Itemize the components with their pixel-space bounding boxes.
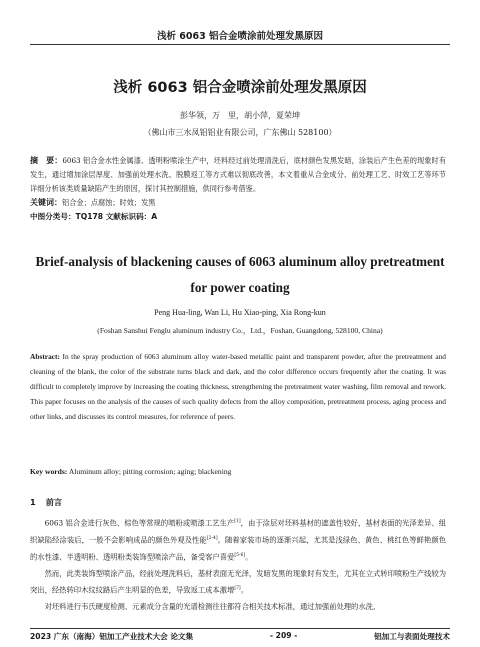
chinese-abstract-text: 6063 铝合金水性金属漆、透明粉喷涂生产中，坯料经过前处理清洗后，底材颜色发黑发暗，涂装后产生色差的现象时有发生，通过增加涂层厚度、加强前处理水洗、脱膜返工等方式难以彻底改善，本文着重从合金成分、前处理工艺、时效工艺等环节详细分析该类质量缺陷产生的原因，探讨其控制措施，供同行参考借鉴。 [30, 156, 447, 193]
english-abstract-text: In the spray production of 6063 aluminum alloy water-based metallic paint and transparent powder, after the pretreatment and cleaning of the blank, the color of the substrate turns black and dark, and the color difference occurs frequently after the coating. It was difficult to completely improve by increasing the coating thickness, strengthening the pretreatment water washing, film removal and rework. This paper focuses on the analysis of the causes of such quality defects from the alloy composition, pretreatment process, aging process and other links, and discusses its control measures, for reference of peers. [30, 352, 446, 421]
chinese-title: 浅析 6063 铝合金喷涂前处理发黑原因 [113, 80, 367, 96]
chinese-keywords-text: 铝合金；点腐蚀；时效；发黑 [62, 198, 156, 207]
footer-rule [30, 628, 450, 629]
citation: [1] [234, 519, 241, 524]
english-abstract [30, 350, 446, 425]
footer-journal: 铝加工与表面处理技术 [374, 632, 450, 641]
chinese-affiliation: （佛山市三水凤铝铝业有限公司，广东佛山 528100） [143, 128, 337, 137]
citation: [7] [234, 586, 241, 592]
english-title-line-2: for power coating [190, 280, 290, 295]
body-text-span: 。 [245, 552, 253, 562]
english-title-line-1: Brief-analysis of blackening causes of 6063 aluminum alloy pretreatment [35, 254, 445, 269]
chinese-keywords [30, 197, 446, 208]
english-title [22, 249, 458, 301]
chinese-abstract-label: 摘 要： [30, 156, 63, 165]
english-authors: Peng Hua-ling, Wan Li, Hu Xiao-ping, Xia Rong-kun [154, 308, 326, 317]
english-keywords [30, 467, 446, 476]
body-paragraph-1 [30, 514, 446, 566]
footer-proceedings: 2023 广东（南海）铝加工产业技术大会 论文集 [30, 632, 194, 641]
chinese-keywords-label: 关键词： [30, 198, 62, 207]
chinese-authors: 彭华领，万 里，胡小萍，夏荣坤 [180, 111, 300, 120]
body-text-span: 。随着家装市场的逐渐兴起，尤其是浅绿色、黄色、桃红色等鲜艳颜色的水性漆、半透明粉、透明粉类装饰型喷涂产品，备受客户喜爱 [30, 535, 446, 562]
header-rule [30, 44, 450, 45]
page-number: - 209 - [269, 631, 298, 640]
english-keywords-text: Aluminum alloy; pitting corrosion; aging; blackening [67, 467, 232, 476]
running-header: 浅析 6063 铝合金喷涂前处理发黑原因 [156, 31, 324, 42]
page-footer [30, 631, 450, 642]
classification-number: 中图分类号：TQ178 文献标识码：A [30, 212, 158, 221]
citation: [2-4] [206, 536, 218, 542]
chinese-abstract [30, 154, 446, 196]
english-abstract-label: Abstract: [30, 352, 60, 361]
body-text-span: 6063 铝合金进行灰色、棕色等常规的喷粉或喷漆工艺生产 [44, 518, 235, 528]
body-paragraph-3: 对坯料进行韦氏硬度检测、元素成分含量的光谱检测往往都符合相关技术标准，通过加强前处理的水洗、 [44, 601, 381, 611]
section-number: 1 [30, 497, 36, 507]
section-heading [30, 497, 62, 508]
english-keywords-label: Key words: [30, 467, 68, 476]
body-paragraph-2 [30, 566, 446, 599]
english-affiliation: (Foshan Sanshui Fenglu aluminum industry Co.，Ltd.，Foshan, Guangdong, 528100, China) [97, 326, 383, 335]
citation: [5-6] [234, 553, 246, 559]
section-title: 前言 [45, 497, 63, 507]
body-text [30, 514, 446, 614]
body-text-span: 。 [240, 585, 248, 595]
body-text-span: 然而，此类装饰型喷涂产品，经前处理洗料后，基材表面无光泽，发暗发黑的现象时有发生，尤其在立式转印喷粉生产线较为突出，经热转印木纹纹路后产生明显的色差，导致返工成本激增 [30, 568, 446, 595]
body-text-span: ，由于涂层对坯料基材的遮盖性较好，基材表面的光泽差异、组织缺陷经涂装后，一般不会影响成品的颜色外观及性能 [30, 518, 446, 545]
